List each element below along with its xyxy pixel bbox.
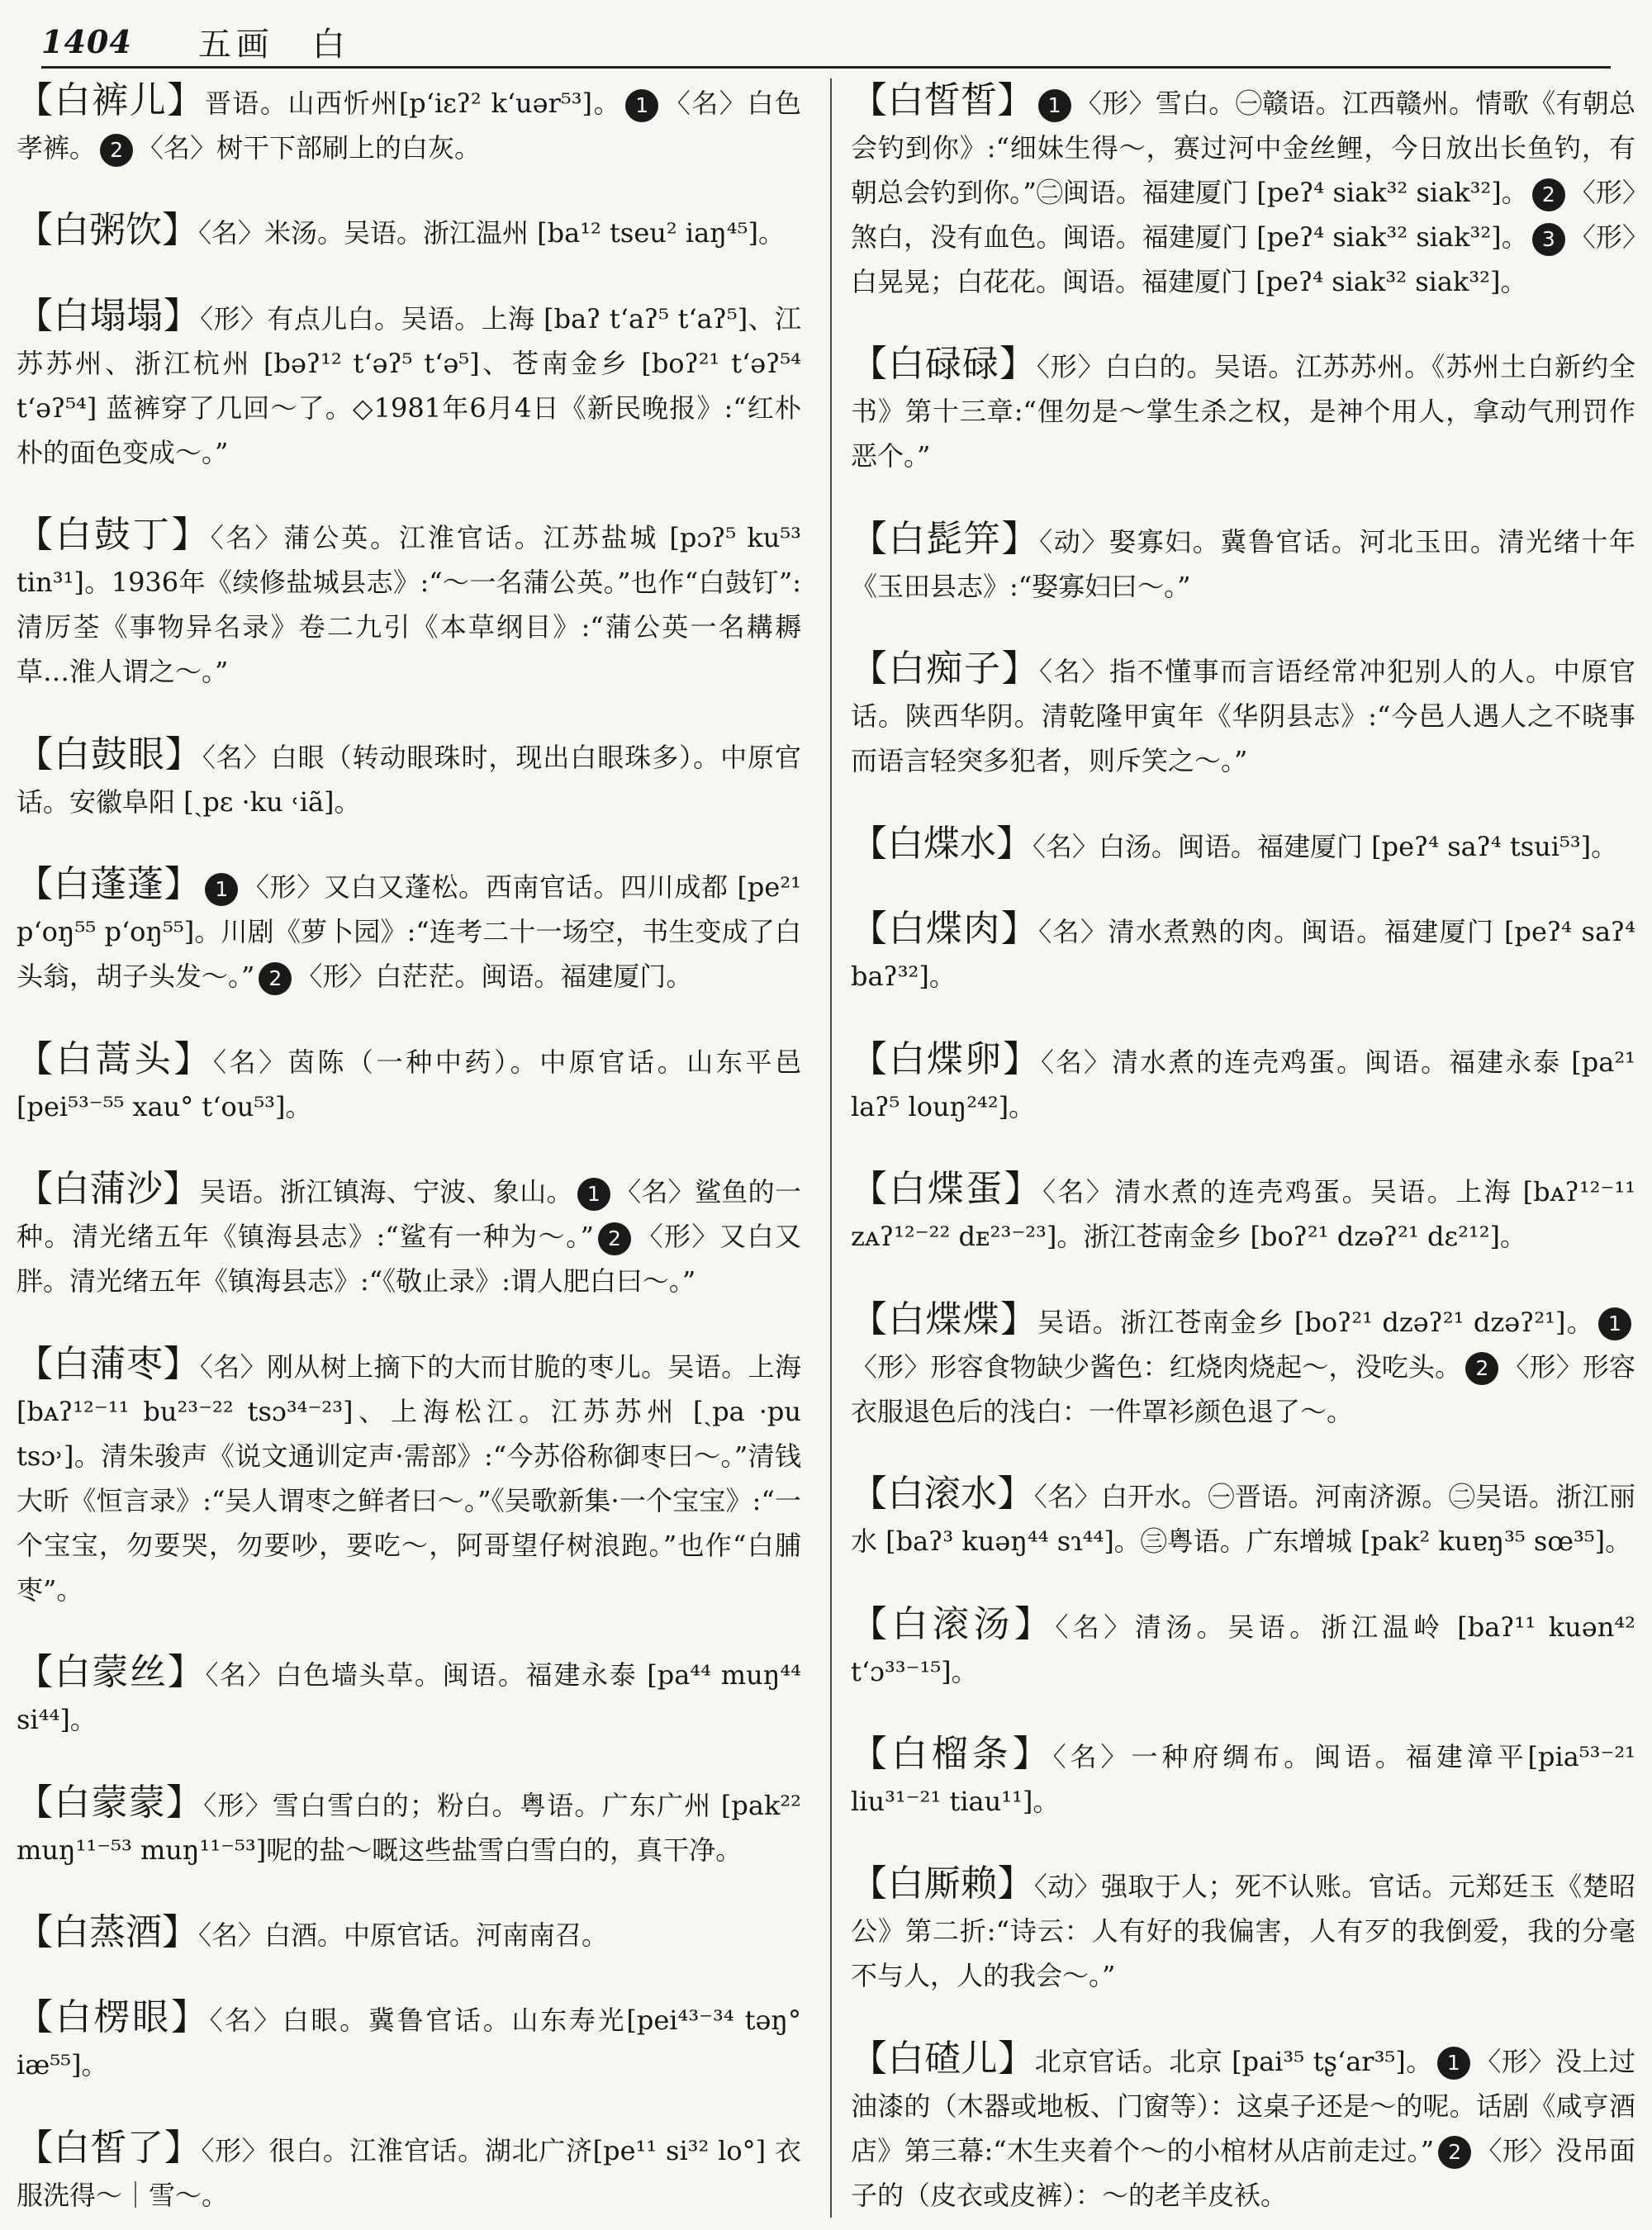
entry-headword — [17, 1343, 200, 1385]
entry-definition: 〈动〉娶寡妇。冀鲁官话。河北玉田。清光绪十年《玉田县志》:“娶寡妇曰～。” — [851, 525, 1635, 602]
entry-headword — [851, 1038, 1041, 1080]
headword-left-bracket: 【 — [17, 79, 55, 121]
headword-right-bracket: 】 — [164, 863, 202, 906]
entry-headword — [17, 733, 202, 776]
headword-right-bracket: 】 — [1012, 1732, 1053, 1775]
headword-right-bracket: 】 — [167, 79, 205, 121]
dictionary-entry — [17, 1167, 801, 1303]
dictionary-entry — [851, 517, 1635, 609]
headword-right-bracket: 】 — [1001, 648, 1040, 690]
dictionary-entry — [17, 78, 801, 170]
entry-headword — [17, 1168, 200, 1210]
dictionary-entry — [851, 342, 1635, 478]
headword-right-bracket: 】 — [171, 514, 211, 557]
headword-text: 白滚水 — [887, 1473, 998, 1516]
headword-text: 白碌碌 — [887, 343, 999, 386]
headword-text: 白滚汤 — [891, 1602, 1014, 1645]
headword-left-bracket: 【 — [17, 1781, 55, 1824]
headword-left-bracket: 【 — [851, 1862, 888, 1905]
dictionary-entry — [851, 907, 1635, 999]
dictionary-entry — [851, 1732, 1635, 1824]
dictionary-entry — [17, 1342, 801, 1612]
headword-text: 白鼓丁 — [55, 514, 172, 557]
headword-text: 白煠肉 — [888, 908, 1001, 951]
entry-definition: 〈名〉茵陈（一种中药）。中原官话。山东平邑 [pei⁵³⁻⁵⁵ xau° tʻou⁵³]。 — [17, 1046, 801, 1122]
entry-headword — [17, 863, 201, 905]
entry-headword — [17, 1911, 198, 1953]
headword-left-bracket: 【 — [17, 2126, 54, 2169]
headword-text: 白塌塌 — [53, 294, 164, 337]
headword-left-bracket: 【 — [17, 1910, 53, 1953]
headword-left-bracket: 【 — [851, 822, 887, 865]
headword-right-bracket: 】 — [997, 79, 1034, 121]
entry-definition: 1 〈形〉雪白。㊀赣语。江西赣州。情歌《有朝总会钓到你》:“细妹生得～，赛过河中金丝鲤，今日放出长鱼钓，有朝总会钓到你。”㊁闽语。福建厦门 [peʔ⁴ siak³² siak³²]。 2 〈形〉煞白，没有血色。闽语。福建厦门 [peʔ⁴ siak³² siak³²]。 3 〈形〉白晃晃；白花花。闽语。福建厦门 [peʔ⁴ siak³² siak³²]。 — [851, 88, 1635, 297]
dictionary-entry — [17, 1910, 801, 1957]
headword-right-bracket: 】 — [1014, 1602, 1056, 1645]
entry-definition: 〈名〉白酒。中原官话。河南南召。 — [198, 1919, 609, 1951]
headword-right-bracket: 】 — [173, 1037, 214, 1080]
headword-right-bracket: 】 — [164, 733, 202, 776]
headword-right-bracket: 】 — [163, 1168, 200, 1211]
dictionary-entry — [17, 1037, 801, 1129]
entry-headword — [17, 514, 211, 556]
entry-headword — [17, 1996, 210, 2038]
sense-number-marker: 2 — [1532, 178, 1565, 211]
headword-text: 白蓬蓬 — [53, 863, 164, 906]
headword-left-bracket: 【 — [851, 343, 888, 386]
headword-right-bracket: 】 — [998, 2037, 1035, 2080]
page-header — [41, 17, 1611, 69]
entry-definition: 〈名〉白眼（转动眼珠时，现出白眼珠多）。中原官话。安徽阜阳 [ˏpɛ ·ku ˓iã]。 — [17, 741, 801, 818]
sense-number-marker: 1 — [625, 89, 658, 122]
entry-definition: 〈名〉白汤。闽语。福建厦门 [peʔ⁴ saʔ⁴ tsui⁵³]。 — [1032, 830, 1618, 862]
entry-headword — [17, 295, 200, 337]
entry-definition: 晋语。山西忻州[pʻiɛʔ² kʻuər⁵³]。 1 〈名〉白色孝裤。 2 〈名〉树干下部刷上的白灰。 — [17, 88, 801, 164]
sense-number-marker: 2 — [1465, 1352, 1498, 1385]
dictionary-entry — [851, 1472, 1635, 1563]
sense-number-marker: 1 — [1038, 89, 1071, 122]
dictionary-entry — [851, 1602, 1635, 1694]
headword-text: 白蒲沙 — [53, 1168, 164, 1211]
headword-right-bracket: 】 — [1001, 517, 1040, 560]
headword-right-bracket: 】 — [996, 822, 1032, 865]
entry-headword — [17, 1651, 205, 1693]
headword-left-bracket: 【 — [851, 648, 889, 690]
sense-number-marker: 2 — [259, 962, 292, 995]
headword-left-bracket: 【 — [17, 209, 53, 252]
entry-definition: 〈形〉雪白雪白的；粉白。粤语。广东广州 [pak²² muŋ¹¹⁻⁵³ muŋ¹¹⁻⁵³]呢的盐～嘅这些盐雪白雪白的，真干净。 — [17, 1789, 801, 1866]
headword-left-bracket: 【 — [17, 733, 54, 776]
headword-text: 白蒿头 — [55, 1037, 174, 1080]
headword-text: 白厮赖 — [887, 1862, 998, 1905]
headword-text: 白碴儿 — [887, 2037, 999, 2080]
dictionary-entry — [17, 1781, 801, 1872]
entry-headword — [851, 79, 1034, 121]
right-column — [851, 78, 1635, 2218]
headword-text: 白皙了 — [53, 2126, 164, 2169]
page-number: 1404 — [41, 22, 132, 60]
entry-definition: 〈名〉清汤。吴语。浙江温岭 [baʔ¹¹ kuən⁴² tʻɔ³³⁻¹⁵]。 — [851, 1611, 1635, 1687]
entry-headword — [851, 823, 1032, 865]
headword-left-bracket: 【 — [851, 2037, 888, 2080]
headword-right-bracket: 】 — [170, 1996, 210, 2039]
entry-headword — [851, 908, 1038, 950]
entry-definition: 吴语。浙江镇海、宁波、象山。 1 〈名〉鲨鱼的一种。清光绪五年《镇海县志》:“鲨有一种为～。” 2 〈形〉又白又胖。清光绪五年《镇海县志》:“《敬止录》:谓人肥白曰～。” — [17, 1176, 801, 1298]
headword-left-bracket: 【 — [851, 1732, 891, 1775]
running-title: 五画 白 — [197, 25, 350, 64]
headword-left-bracket: 【 — [851, 1298, 889, 1340]
headword-right-bracket: 】 — [997, 1473, 1034, 1516]
dictionary-entry — [851, 822, 1635, 869]
headword-right-bracket: 】 — [1004, 1168, 1043, 1211]
headword-left-bracket: 【 — [17, 1342, 54, 1385]
sense-number-marker: 3 — [1532, 223, 1565, 256]
entry-definition: 〈名〉指不懂事而言语经常冲犯别人的人。中原官话。陕西华阴。清乾隆甲寅年《华阴县志》:“今邑人遇人之不晓事而语言轻突多犯者，则斥笑之～。” — [851, 656, 1635, 777]
sense-number-marker: 2 — [100, 134, 133, 167]
headword-text: 白蒸酒 — [53, 1910, 162, 1953]
sense-number-marker: 1 — [205, 873, 238, 906]
headword-left-bracket: 【 — [851, 1037, 890, 1080]
headword-right-bracket: 】 — [997, 1862, 1034, 1905]
entry-definition: 〈动〉强取于人；死不认账。官话。元郑廷玉《楚昭公》第二折:“诗云：人有好的我偏害，人有歹的我倒爱，我的分毫不与人，人的我会～。” — [851, 1871, 1635, 1992]
sense-number-marker: 1 — [1598, 1307, 1631, 1340]
sense-number-marker: 1 — [577, 1178, 610, 1211]
headword-right-bracket: 】 — [1003, 1037, 1042, 1080]
entry-headword — [851, 1603, 1055, 1645]
entry-headword — [851, 1298, 1037, 1340]
entry-headword — [851, 1733, 1053, 1775]
dictionary-entry — [17, 208, 801, 255]
headword-right-bracket: 】 — [1000, 908, 1039, 951]
entry-definition: 〈形〉有点儿白。吴语。上海 [baʔ tʻaʔ⁵ tʻaʔ⁵]、江苏苏州、浙江杭州 [bəʔ¹² tʻəʔ⁵ tʻə⁵]、苍南金乡 [boʔ²¹ tʻəʔ⁵⁴ tʻəʔ⁵⁴] 蓝裤穿了几回～了。◇1981年6月4日《新民晚报》:“红朴朴的面色变成～。” — [17, 302, 801, 468]
entry-headword — [851, 1168, 1042, 1210]
headword-left-bracket: 【 — [17, 1037, 56, 1080]
headword-text: 白蒲枣 — [53, 1342, 164, 1385]
dictionary-entry — [17, 862, 801, 999]
headword-left-bracket: 【 — [17, 1651, 55, 1694]
entry-headword — [17, 1038, 213, 1080]
headword-text: 白煠蛋 — [889, 1168, 1004, 1211]
entry-headword — [17, 79, 205, 121]
entry-headword — [17, 209, 198, 251]
entry-definition: 1 〈形〉又白又蓬松。西南官话。四川成都 [pe²¹ pʻoŋ⁵⁵ pʻoŋ⁵⁵]。川剧《萝卜园》:“连考二十一场空，书生变成了白头翁，胡子头发～。” 2 〈形〉白茫茫。闽语。福建厦门。 — [17, 871, 801, 992]
entry-definition: 〈名〉一种府绸布。闽语。福建漳平[pia⁵³⁻²¹ liu³¹⁻²¹ tiau¹¹]。 — [851, 1740, 1635, 1817]
headword-left-bracket: 【 — [851, 79, 888, 121]
left-column — [17, 78, 801, 2218]
entry-definition: 〈名〉白眼。冀鲁官话。山东寿光[pei⁴³⁻³⁴ təŋ° iæ⁵⁵]。 — [17, 2005, 801, 2081]
dictionary-entry — [17, 1995, 801, 2087]
headword-right-bracket: 】 — [1000, 1298, 1038, 1340]
entry-definition: 〈名〉清水煮熟的肉。闽语。福建厦门 [peʔ⁴ saʔ⁴ baʔ³²]。 — [851, 916, 1635, 993]
dictionary-entry — [17, 294, 801, 475]
entry-definition: 北京官话。北京 [pai³⁵ tʂʻar³⁵]。 1 〈形〉没上过油漆的（木器或地板、门窗等）：这桌子还是～的呢。话剧《咸亨酒店》第三幕:“木生夹着个～的小棺材从店前走过。” 2 〈形〉没吊面子的（皮衣或皮裤）：～的老羊皮袄。 — [851, 2045, 1635, 2211]
headword-right-bracket: 】 — [162, 209, 198, 252]
entry-headword — [851, 1473, 1034, 1515]
entry-definition: 〈形〉白白的。吴语。江苏苏州。《苏州土白新约全书》第十三章:“俚勿是～掌生杀之权，是神个用人，拿动气刑罚作恶个。” — [851, 351, 1635, 472]
headword-text: 白煠水 — [887, 822, 996, 865]
headword-right-bracket: 】 — [165, 1781, 204, 1824]
entry-headword — [17, 1782, 203, 1824]
dictionary-entry — [17, 1650, 801, 1742]
headword-left-bracket: 【 — [17, 1168, 54, 1211]
entry-definition: 〈名〉清水煮的连壳鸡蛋。吴语。上海 [bᴀʔ¹²⁻¹¹ zᴀʔ¹²⁻²² dᴇ²³⁻²³]。浙江苍南金乡 [boʔ²¹ dzəʔ²¹ dɛ²¹²]。 — [851, 1176, 1635, 1253]
headword-right-bracket: 】 — [999, 343, 1037, 386]
entry-definition: 吴语。浙江苍南金乡 [boʔ²¹ dzəʔ²¹ dzəʔ²¹]。 1〈形〉形容食物缺少酱色：红烧肉烧起～，没吃头。 2 〈形〉形容衣服退色后的浅白：一件罩衫颜色退了～。 — [851, 1306, 1635, 1427]
headword-text: 白粥饮 — [53, 209, 162, 252]
entry-headword — [851, 1862, 1034, 1905]
headword-text: 白髭笄 — [888, 517, 1002, 560]
entry-definition: 〈名〉清水煮的连壳鸡蛋。闽语。福建永泰 [pa²¹ laʔ⁵ louŋ²⁴²]。 — [851, 1046, 1635, 1122]
headword-text: 白皙皙 — [887, 79, 998, 121]
entry-definition: 〈名〉刚从树上摘下的大而甘脆的枣儿。吴语。上海[bᴀʔ¹²⁻¹¹ bu²³⁻²² tsɔ³⁴⁻²³]、上海松江。江苏苏州 [ˏpa ·pu tsɔ˒]。清朱骏声《说文通训定声·需部》:“今苏俗称御枣曰～。”清钱大昕《恒言录》:“吴人谓枣之鲜者曰～。”《吴歌新集·一个宝宝》:“一个宝宝，勿要哭，勿要吵，要吃～，阿哥望仔树浪跑。”也作“白脯枣”。 — [17, 1350, 801, 1606]
headword-right-bracket: 】 — [163, 294, 201, 337]
headword-text: 白榴条 — [890, 1732, 1013, 1775]
sense-number-marker: 2 — [1438, 2136, 1471, 2169]
dictionary-entry — [851, 647, 1635, 783]
headword-right-bracket: 】 — [163, 1342, 200, 1385]
dictionary-entry — [17, 733, 801, 824]
sense-number-marker: 1 — [1437, 2047, 1470, 2080]
headword-text: 白煠煠 — [888, 1298, 1000, 1340]
headword-text: 白痴子 — [888, 648, 1002, 690]
dictionary-entry — [851, 1037, 1635, 1129]
dictionary-entry — [851, 1298, 1635, 1434]
column-divider — [830, 78, 832, 2218]
dictionary-entry — [17, 2126, 801, 2218]
sense-number-marker: 2 — [598, 1222, 631, 1255]
dictionary-entry — [851, 78, 1635, 304]
entry-definition: 〈名〉白色墙头草。闽语。福建永泰 [pa⁴⁴ muŋ⁴⁴ si⁴⁴]。 — [17, 1659, 801, 1736]
headword-right-bracket: 】 — [162, 1910, 198, 1953]
headword-left-bracket: 【 — [17, 514, 55, 557]
headword-left-bracket: 【 — [851, 1473, 888, 1516]
entry-headword — [17, 2127, 201, 2169]
entry-headword — [851, 2038, 1035, 2080]
headword-text: 白楞眼 — [55, 1996, 171, 2039]
entry-definition: 〈名〉蒲公英。江淮官话。江苏盐城 [pɔʔ⁵ ku⁵³ tin³¹]。1936年《续修盐城县志》:“～一名蒲公英。”也作“白鼓钉”:清厉荃《事物异名录》卷二九引《本草纲目》:“蒲公英一名耩耨草…淮人谓之～。” — [17, 522, 801, 688]
headword-right-bracket: 】 — [167, 1651, 206, 1694]
headword-text: 白煠卵 — [889, 1037, 1004, 1080]
dictionary-entry — [851, 2037, 1635, 2218]
headword-left-bracket: 【 — [17, 294, 54, 337]
headword-left-bracket: 【 — [851, 1602, 892, 1645]
headword-right-bracket: 】 — [164, 2126, 202, 2169]
headword-left-bracket: 【 — [851, 908, 889, 951]
dictionary-entry — [851, 1862, 1635, 1998]
entry-headword — [851, 648, 1039, 690]
dictionary-entry — [851, 1167, 1635, 1259]
headword-left-bracket: 【 — [851, 1168, 890, 1211]
headword-text: 白蒙丝 — [54, 1651, 168, 1694]
headword-text: 白鼓眼 — [53, 733, 165, 776]
entry-headword — [851, 518, 1039, 560]
entry-headword — [851, 343, 1037, 385]
dictionary-entry — [17, 513, 801, 694]
entry-definition: 〈名〉白开水。㊀晋语。河南济源。㊁吴语。浙江丽水 [baʔ³ kuəŋ⁴⁴ sɿ⁴⁴]。㊂粤语。广东增城 [pak² kuɐŋ³⁵ sœ³⁵]。 — [851, 1481, 1635, 1558]
headword-left-bracket: 【 — [17, 863, 54, 906]
headword-text: 白蒙蒙 — [54, 1781, 166, 1824]
headword-left-bracket: 【 — [851, 517, 889, 560]
headword-left-bracket: 【 — [17, 1996, 55, 2039]
entry-definition: 〈形〉很白。江淮官话。湖北广济[pe¹¹ si³² lo°] 衣服洗得～｜雪～。 — [17, 2134, 801, 2211]
headword-text: 白裤儿 — [54, 79, 168, 121]
entry-definition: 〈名〉米汤。吴语。浙江温州 [ba¹² tseu² iaŋ⁴⁵]。 — [198, 217, 785, 249]
